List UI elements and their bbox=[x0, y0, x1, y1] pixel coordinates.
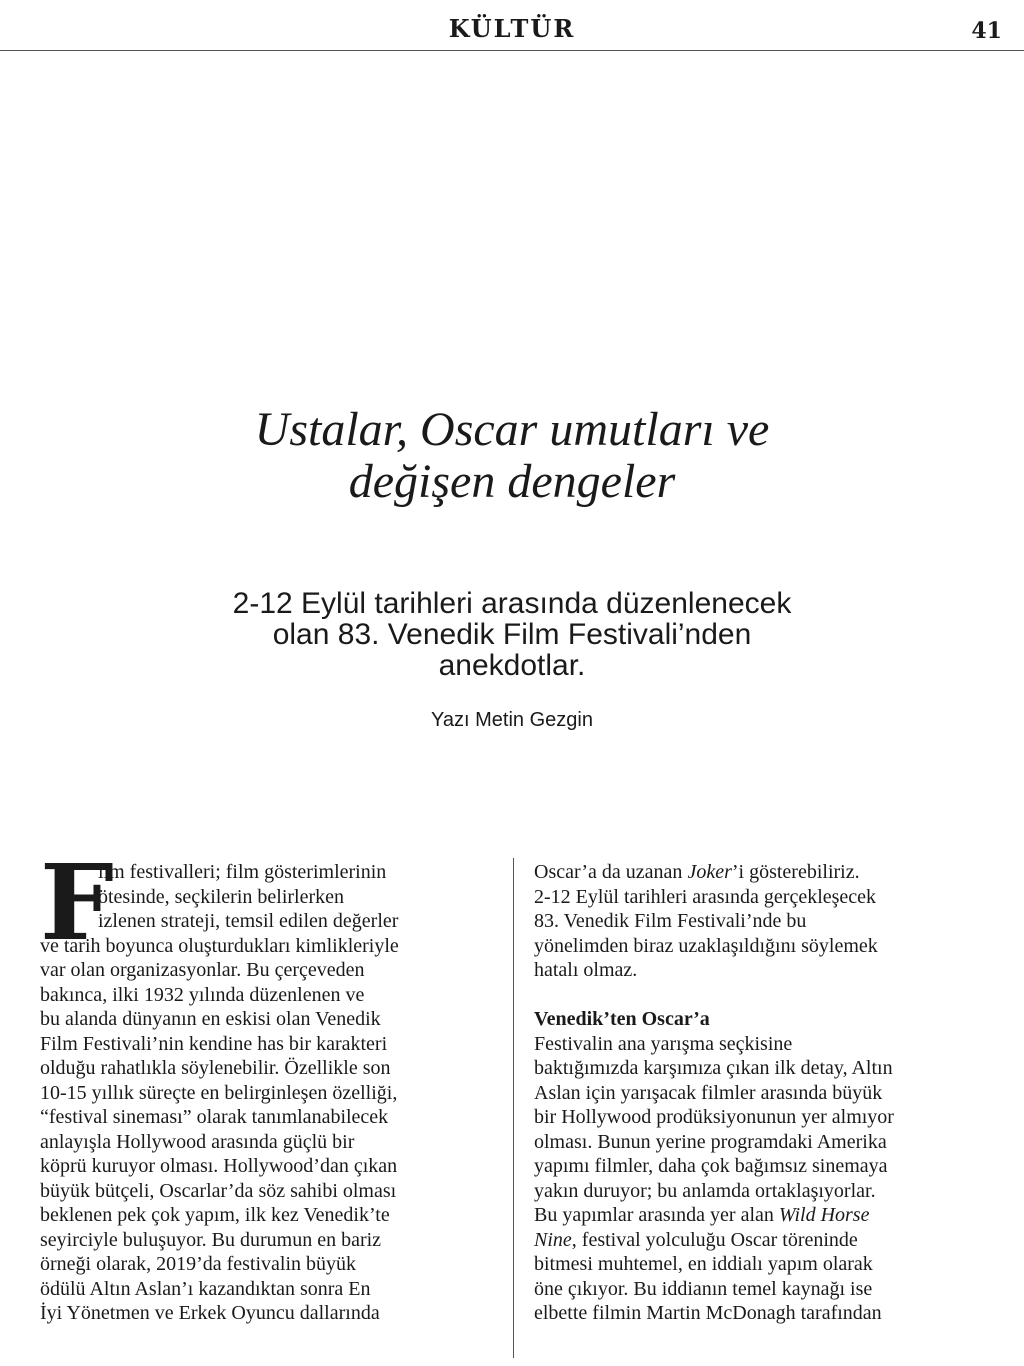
left-column bbox=[40, 841, 492, 1326]
body-line: izlenen strateji, temsil edilen değerler bbox=[98, 910, 399, 932]
drop-cap: F bbox=[40, 841, 114, 964]
body-line: Film Festivali’nin kendine has bir karakteri bbox=[40, 1032, 388, 1055]
body-line: “festival sineması” olarak tanımlanabilecek bbox=[40, 1106, 389, 1128]
film-title: Nine bbox=[534, 1228, 572, 1251]
body-line: bir Hollywood prodüksiyonunun yer almıyor bbox=[534, 1106, 894, 1128]
body-line: örneği olarak, 2019’da festivalin büyük bbox=[40, 1253, 357, 1275]
body-line: köprü kuruyor olması. Hollywood’dan çıkan bbox=[40, 1155, 398, 1177]
body-text: , festival yolculuğu Oscar töreninde bbox=[571, 1228, 858, 1251]
film-title: Wild Horse bbox=[778, 1204, 870, 1226]
body-line: Aslan için yarışacak filmler arasında büyük bbox=[534, 1081, 883, 1104]
body-line: ötesinde, seçkilerin belirlerken bbox=[98, 885, 345, 908]
subheadline-line: 2-12 Eylül tarihleri arasında düzenlenecek bbox=[232, 587, 792, 620]
body-line: seyirciyle buluşuyor. Bu durumun en bariz bbox=[40, 1228, 382, 1251]
section-title: KÜLTÜR bbox=[448, 14, 576, 43]
column-divider bbox=[513, 858, 514, 1358]
body-line: yakın duruyor; bu anlamda ortaklaşıyorlar. bbox=[534, 1179, 876, 1202]
body-line: öne çıkıyor. Bu iddianın temel kaynağı ise bbox=[534, 1277, 873, 1300]
body-text: ’i gösterebiliriz. bbox=[731, 861, 860, 883]
body-line: beklenen pek çok yapım, ilk kez Venedik’te bbox=[40, 1204, 390, 1226]
body-text: Bu yapımlar arasında yer alan bbox=[534, 1204, 779, 1226]
body-line: İyi Yönetmen ve Erkek Oyuncu dallarında bbox=[40, 1302, 380, 1324]
subheadline-line: olan 83. Venedik Film Festivali’nden bbox=[272, 618, 752, 651]
body-line: 83. Venedik Film Festivali’nde bu bbox=[534, 910, 807, 932]
body-line: olduğu rahatlıkla söylenebilir. Özellikle son bbox=[40, 1057, 391, 1079]
body-line bbox=[534, 1203, 974, 1228]
body-line: baktığımızda karşımıza çıkan ilk detay, Altın bbox=[534, 1057, 893, 1079]
body-line: hatalı olmaz. bbox=[534, 959, 638, 981]
body-line: anlayışla Hollywood arasında güçlü bir bbox=[40, 1130, 355, 1153]
byline: Yazı Metin Gezgin bbox=[431, 709, 593, 731]
body-line: bitmesi muhtemel, en iddialı yapım olarak bbox=[534, 1253, 873, 1275]
body-line: ödülü Altın Aslan’ı kazandıktan sonra En bbox=[40, 1277, 371, 1300]
article-headline bbox=[112, 404, 912, 508]
article-subheadline bbox=[150, 588, 874, 681]
body-line: var olan organizasyonlar. Bu çerçeveden bbox=[40, 959, 365, 981]
body-line: bu alanda dünyanın en eskisi olan Venedik bbox=[40, 1008, 381, 1030]
body-line: yönelimden biraz uzaklaşıldığını söylemek bbox=[534, 934, 878, 957]
right-column bbox=[534, 860, 974, 1326]
body-line: Festivalin ana yarışma seçkisine bbox=[534, 1032, 793, 1055]
body-line: 10-15 yıllık süreçte en belirginleşen özelliği, bbox=[40, 1081, 398, 1104]
body-line: 2-12 Eylül tarihleri arasında gerçekleşecek bbox=[534, 885, 877, 908]
page-number: 41 bbox=[971, 18, 1002, 44]
section-subheading: Venedik’ten Oscar’a bbox=[534, 1008, 710, 1030]
body-line: ilm festivalleri; film gösterimlerinin bbox=[98, 861, 387, 883]
body-line: ve tarih boyunca oluşturdukları kimlikleriyle bbox=[40, 934, 399, 957]
headline-line: Ustalar, Oscar umutları ve bbox=[254, 403, 770, 456]
headline-line: değişen dengeler bbox=[348, 455, 676, 508]
body-line: elbette filmin Martin McDonagh tarafından bbox=[534, 1302, 882, 1324]
body-line bbox=[534, 860, 974, 885]
body-line: büyük bütçeli, Oscarlar’da söz sahibi olması bbox=[40, 1179, 397, 1202]
body-text: Oscar’a da uzanan bbox=[534, 861, 688, 883]
paragraph-gap bbox=[534, 983, 974, 1008]
subheadline-line: anekdotlar. bbox=[438, 649, 586, 682]
body-line: bakınca, ilki 1932 yılında düzenlenen ve bbox=[40, 983, 365, 1006]
body-line: yapımı filmler, daha çok bağımsız sinemaya bbox=[534, 1155, 888, 1177]
body-line bbox=[534, 1228, 974, 1253]
film-title: Joker bbox=[687, 861, 732, 883]
page-header bbox=[0, 0, 1024, 51]
body-line: olması. Bunun yerine programdaki Amerika bbox=[534, 1130, 887, 1153]
